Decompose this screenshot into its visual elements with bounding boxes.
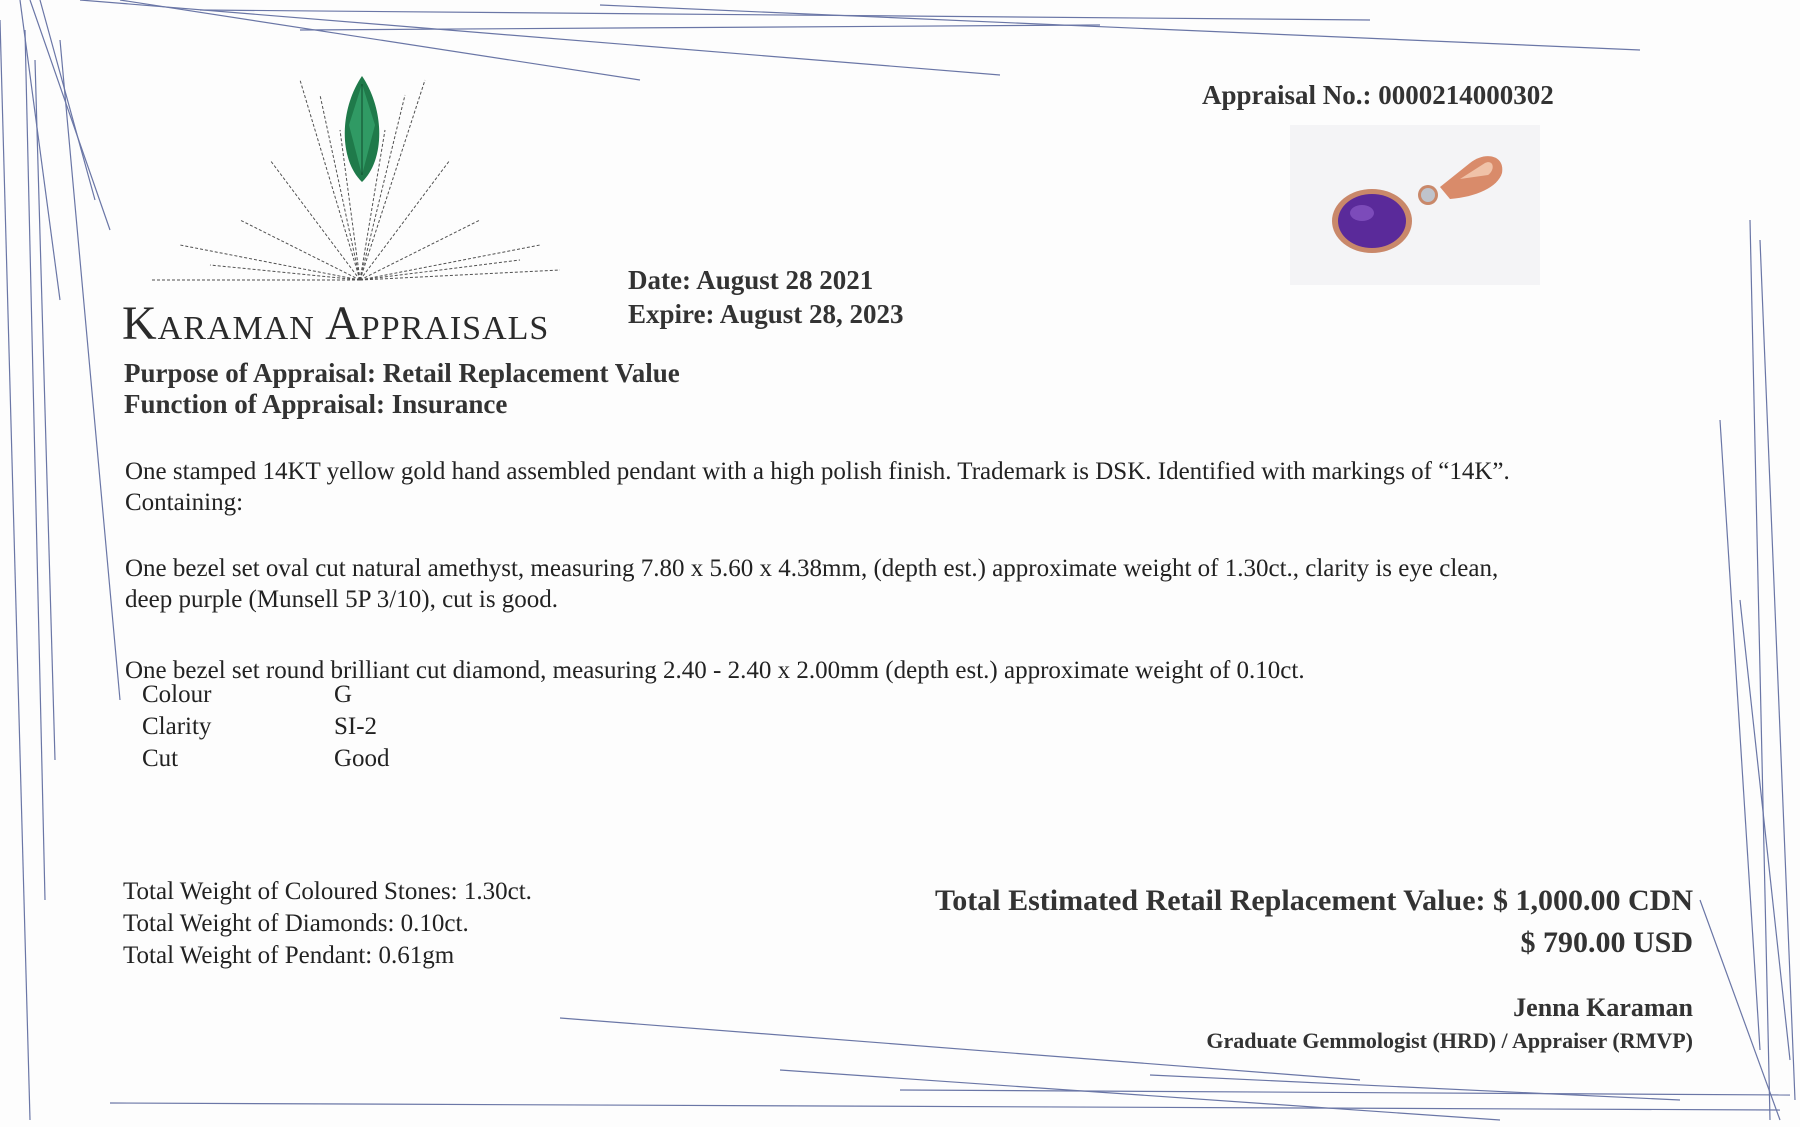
appraisal-number: Appraisal No.: 0000214000302 [1202, 80, 1554, 110]
expire-date: Expire: August 28, 2023 [628, 299, 904, 329]
pendant-description-line: Containing: [125, 489, 244, 516]
total-diamonds: Total Weight of Diamonds: 0.10ct. [123, 910, 469, 937]
grade-value: SI-2 [334, 713, 378, 740]
appraisal-date: Date: August 28 2021 [628, 265, 874, 295]
purpose-block [124, 358, 680, 420]
total-pendant: Total Weight of Pendant: 0.61gm [123, 942, 455, 969]
amethyst-description [125, 553, 1705, 615]
grade-label: Cut [142, 745, 179, 772]
grade-label: Colour [142, 681, 212, 708]
signer-name: Jenna Karaman [1513, 993, 1693, 1022]
valuation-block [935, 880, 1693, 1058]
value-usd: $ 790.00 USD [1520, 926, 1693, 959]
total-coloured-stones: Total Weight of Coloured Stones: 1.30ct. [123, 878, 532, 905]
purpose-line: Purpose of Appraisal: Retail Replacement Value [124, 358, 680, 388]
company-name: Karaman Appraisals [122, 297, 550, 350]
amethyst-description-line: deep purple (Munsell 5P 3/10), cut is good. [125, 586, 559, 613]
grade-value: Good [334, 745, 390, 772]
diamond-description: One bezel set round brilliant cut diamond, measuring 2.40 - 2.40 x 2.00mm (depth est.) approximate weight of 0.10ct. [125, 657, 1305, 684]
value-cdn: Total Estimated Retail Replacement Value: $ 1,000.00 CDN [934, 884, 1693, 917]
signer-title: Graduate Gemmologist (HRD) / Appraiser (RMVP) [1206, 1028, 1693, 1053]
function-line: Function of Appraisal: Insurance [124, 389, 508, 419]
grade-row [142, 711, 390, 743]
pendant-description-line: One stamped 14KT yellow gold hand assembled pendant with a high polish finish. Trademark is DSK. Identified with markings of “14K”. [125, 458, 1510, 485]
diamond-grades-table [142, 679, 390, 775]
dates-block [628, 263, 904, 331]
grade-value: G [334, 681, 353, 708]
grade-row [142, 679, 390, 711]
amethyst-description-line: One bezel set oval cut natural amethyst, measuring 7.80 x 5.60 x 4.38mm, (depth est.) approximate weight of 1.30ct., clarity is eye clean, [125, 555, 1499, 582]
pendant-description [125, 456, 1705, 518]
weight-totals [123, 876, 532, 972]
grade-label: Clarity [142, 713, 212, 740]
grade-row [142, 743, 390, 775]
amethyst-pendant-photo [1290, 125, 1540, 285]
